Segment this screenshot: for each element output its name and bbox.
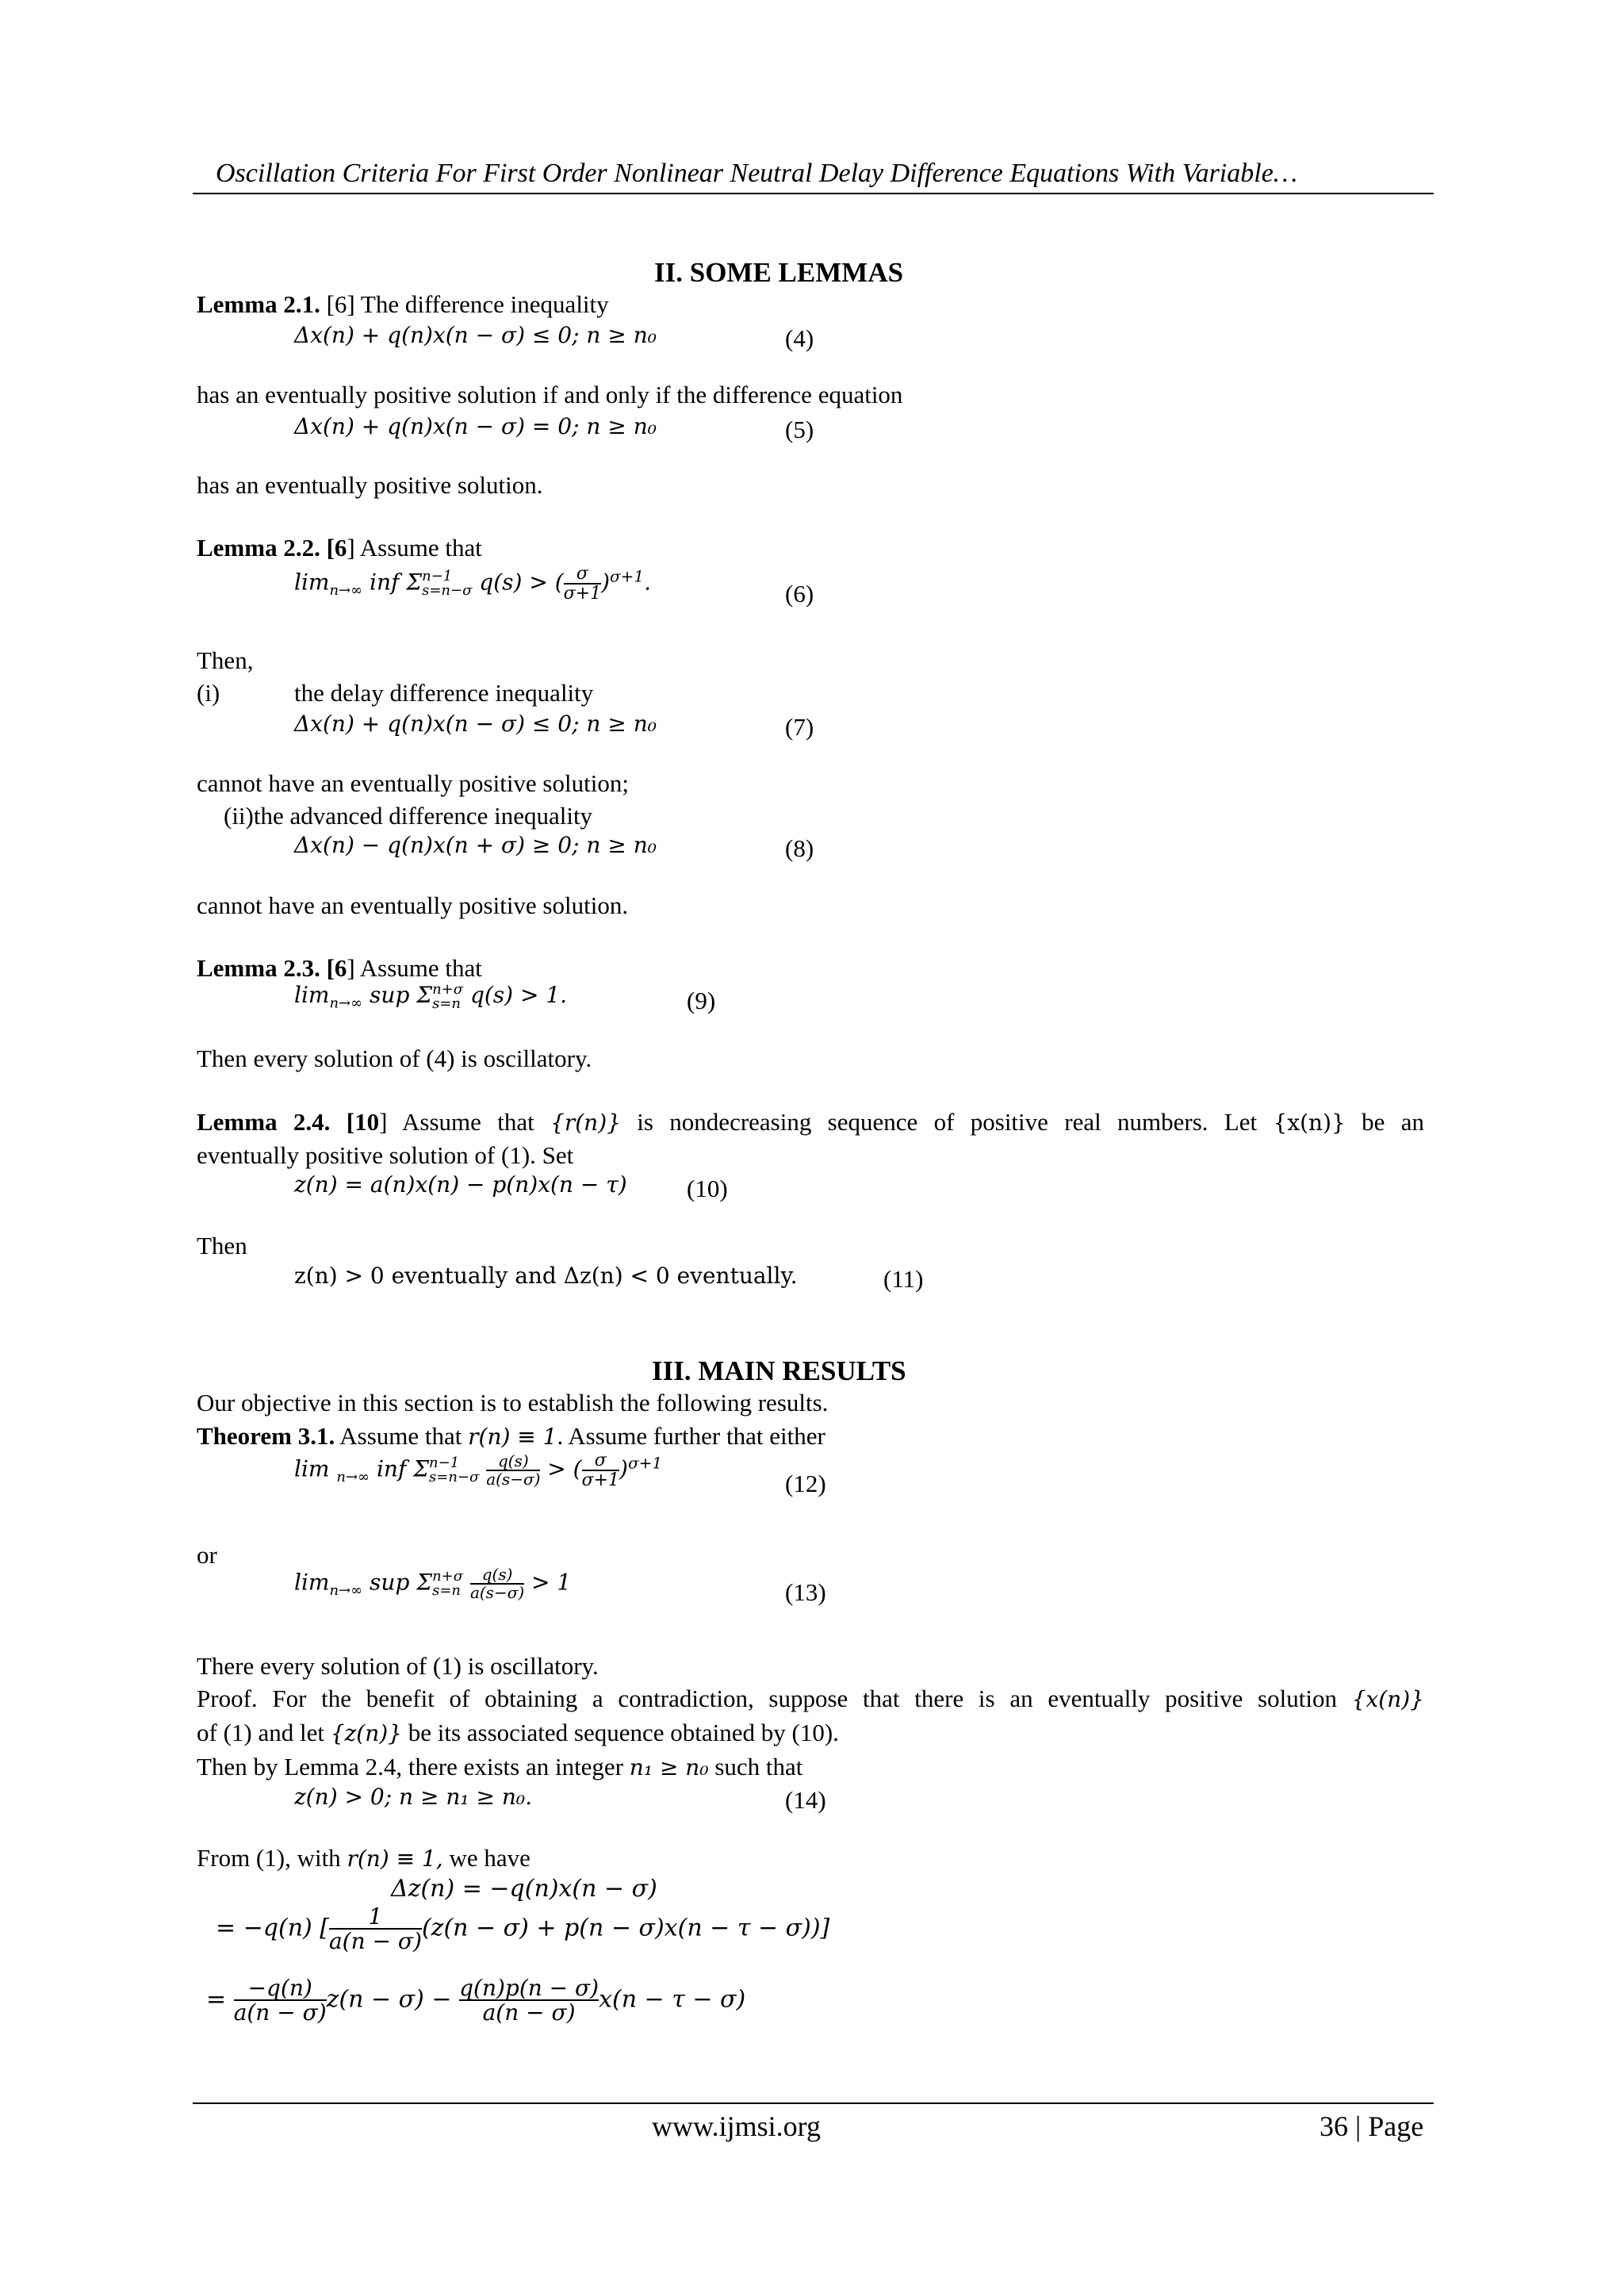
- lemma-label: Lemma 2.4. [10: [197, 1108, 380, 1136]
- sum-lower: s=n−σ: [429, 1469, 480, 1486]
- lemma-text: ] Assume that: [347, 954, 482, 982]
- equation-11: z(n) > 0 eventually and Δz(n) < 0 eventually.: [294, 1263, 798, 1289]
- lemma-text: be an: [1345, 1108, 1425, 1136]
- exponent: σ+1: [627, 1453, 663, 1473]
- exponent: σ+1: [610, 566, 645, 586]
- proof-line-4: [197, 1842, 530, 1875]
- inf-sum: inf Σ: [376, 1455, 430, 1482]
- equation-8: Δx(n) − q(n)x(n + σ) ≥ 0; n ≥ n₀: [294, 832, 657, 858]
- greater-than: > (: [540, 1455, 582, 1482]
- x-sequence: {x(n)}: [1351, 1686, 1424, 1712]
- equation-number-12: (12): [785, 1470, 826, 1497]
- lim: lim: [294, 1455, 330, 1482]
- proof-line-2: [197, 1716, 839, 1750]
- equation-14: z(n) > 0; n ≥ n₁ ≥ n₀.: [294, 1784, 533, 1810]
- paragraph-text: or: [197, 1541, 217, 1569]
- r-sequence: {r(n)}: [550, 1110, 621, 1136]
- lim-sub: n→∞: [336, 1469, 370, 1486]
- equation-12: [294, 1451, 662, 1489]
- section-title-lemmas: II. SOME LEMMAS: [654, 257, 904, 288]
- sum-lower: s=n: [432, 1582, 461, 1599]
- derivation-line-3: [206, 1976, 745, 2025]
- frac-top: 1: [368, 1903, 383, 1930]
- proof-line-3: [197, 1750, 802, 1784]
- bracket-body: (z(n − σ) + p(n − σ)x(n − τ − σ))]: [421, 1914, 830, 1942]
- paragraph-text: Then every solution of (4) is oscillatory.: [197, 1045, 592, 1072]
- paragraph-text: Then: [197, 1232, 247, 1259]
- q-term: q(s) > 1.: [469, 982, 568, 1008]
- bracket-open: = −q(n) [: [216, 1914, 329, 1942]
- frac-bottom: σ+1: [563, 584, 602, 604]
- footer-site: www.ijmsi.org: [652, 2110, 822, 2142]
- sup-sum: sup Σ: [370, 1569, 433, 1596]
- period: .: [644, 569, 652, 596]
- equation-7: Δx(n) + q(n)x(n − σ) ≤ 0; n ≥ n₀: [294, 711, 657, 737]
- inf-sum: inf Σ: [370, 569, 423, 596]
- lim-sub: n→∞: [329, 995, 363, 1012]
- paren-close: ): [601, 569, 611, 596]
- equation-number-5: (5): [785, 416, 814, 443]
- section-title-main-results: III. MAIN RESULTS: [652, 1355, 906, 1386]
- equation-13: [294, 1566, 571, 1601]
- running-header: Oscillation Criteria For First Order Nonlinear Neutral Delay Difference Equations With Variable…: [216, 159, 1298, 188]
- frac-top: −q(n): [247, 1975, 312, 2001]
- theorem-text: Assume that: [335, 1422, 469, 1450]
- proof-text: Proof. For the benefit of obtaining a contradiction, suppose that there is an eventually positive solution: [197, 1685, 1352, 1712]
- equation-number-6: (6): [785, 580, 814, 608]
- equation-number-9: (9): [687, 987, 716, 1014]
- lemma-2-4: [197, 1106, 1424, 1139]
- paren-close: ): [619, 1455, 628, 1482]
- sum-upper: n−1: [429, 1455, 460, 1472]
- paragraph-text: has an eventually positive solution.: [197, 471, 543, 499]
- x-sequence: {x(n)}: [1273, 1110, 1346, 1136]
- lemma-text: ] Assume that: [347, 534, 482, 562]
- equation-number-8: (8): [785, 834, 814, 862]
- equation-number-14: (14): [785, 1786, 826, 1814]
- lemma-label: Lemma 2.2. [6: [197, 534, 347, 562]
- theorem-text: . Assume further that either: [557, 1422, 825, 1450]
- z-sequence: {z(n)}: [330, 1720, 402, 1746]
- paragraph-text: There every solution of (1) is oscillatory.: [197, 1652, 599, 1680]
- sum-lower: s=n: [432, 995, 461, 1012]
- lim: lim: [294, 1569, 330, 1596]
- header-rule: [193, 193, 1434, 194]
- frac-top: q(s): [481, 1565, 513, 1584]
- sup-sum: sup Σ: [370, 982, 433, 1008]
- equation-number-4: (4): [785, 324, 814, 352]
- item-label-i: (i): [197, 679, 220, 707]
- derivation-line-2: [216, 1905, 829, 1953]
- lemma-text: [6] The difference inequality: [320, 290, 609, 318]
- q-term: q(s) > (: [479, 569, 564, 596]
- lemma-text: is nondecreasing sequence of positive real numbers. Let: [620, 1108, 1274, 1136]
- lemma-text: ] Assume that: [379, 1108, 551, 1136]
- r-identity: r(n) ≡ 1: [468, 1424, 557, 1450]
- item-text-i: the delay difference inequality: [294, 679, 594, 707]
- lemma-label: Lemma 2.3. [6: [197, 954, 347, 982]
- equation-4: Δx(n) + q(n)x(n − σ) ≤ 0; n ≥ n₀: [294, 322, 657, 348]
- lemma-2-1: [197, 288, 609, 321]
- sum-upper: n+σ: [432, 980, 464, 998]
- frac-bottom: σ+1: [581, 1470, 620, 1491]
- lemma-label: Lemma 2.1.: [197, 290, 320, 318]
- theorem-label: Theorem 3.1.: [197, 1422, 335, 1450]
- lim: lim: [294, 569, 330, 596]
- equation-10: z(n) = a(n)x(n) − p(n)x(n − τ): [294, 1171, 627, 1198]
- paragraph-text: cannot have an eventually positive solution.: [197, 891, 629, 919]
- frac-top: σ: [576, 564, 588, 584]
- paragraph-text: Then,: [197, 646, 254, 674]
- equation-5: Δx(n) + q(n)x(n − σ) = 0; n ≥ n₀: [294, 413, 657, 439]
- proof-text: Then by Lemma 2.4, there exists an integer: [197, 1753, 630, 1780]
- equation-9: [294, 980, 567, 1014]
- frac-top: σ: [594, 1451, 607, 1470]
- lim: lim: [294, 982, 330, 1008]
- middle-term: z(n − σ) −: [326, 1985, 452, 2014]
- equation-number-10: (10): [687, 1175, 728, 1202]
- frac-bottom: a(n − σ): [233, 1999, 327, 2026]
- equation-number-7: (7): [785, 713, 814, 741]
- sum-upper: n−1: [422, 568, 453, 585]
- frac-bottom: a(n − σ): [459, 1999, 599, 2024]
- frac-bottom: a(s−σ): [486, 1470, 541, 1489]
- footer-page-number: 36 | Page: [1320, 2110, 1424, 2142]
- frac-top: q(n)p(n − σ): [459, 1975, 599, 2001]
- frac-top: q(s): [497, 1451, 529, 1471]
- paragraph-text: cannot have an eventually positive solution;: [197, 769, 629, 797]
- equation-number-13: (13): [785, 1578, 826, 1606]
- lim-sub: n→∞: [329, 1582, 363, 1600]
- sum-lower: s=n−σ: [422, 582, 473, 600]
- proof-text: be its associated sequence obtained by (10).: [401, 1719, 839, 1746]
- proof-line-1: [197, 1682, 1424, 1715]
- frac-bottom: a(s−σ): [469, 1583, 525, 1602]
- paragraph-text: eventually positive solution of (1). Set: [197, 1141, 574, 1169]
- frac-bottom: a(n − σ): [328, 1928, 422, 1955]
- proof-text: From (1), with: [197, 1844, 347, 1872]
- item-text-ii: (ii)the advanced difference inequality: [224, 802, 593, 830]
- proof-text: of (1) and let: [197, 1719, 331, 1746]
- theorem-3-1: [197, 1420, 825, 1453]
- r-identity: r(n) ≡ 1,: [347, 1846, 443, 1872]
- paragraph-text: Our objective in this section is to establish the following results.: [197, 1389, 829, 1416]
- footer-rule: [193, 2102, 1434, 2104]
- proof-text: we have: [442, 1844, 530, 1872]
- paragraph-text: has an eventually positive solution if and only if the difference equation: [197, 381, 903, 408]
- proof-text: such that: [708, 1753, 803, 1780]
- equals: =: [206, 1985, 227, 2014]
- equation-number-11: (11): [883, 1265, 924, 1293]
- end-term: x(n − τ − σ): [599, 1985, 746, 2014]
- lemma-2-2: [197, 531, 482, 565]
- n1-condition: n₁ ≥ n₀: [629, 1754, 709, 1780]
- greater-than-one: > 1: [524, 1569, 572, 1596]
- lim-sub: n→∞: [329, 582, 363, 600]
- sum-upper: n+σ: [432, 1568, 464, 1585]
- equation-6: [294, 565, 651, 603]
- derivation-line-1: Δz(n) = −q(n)x(n − σ): [391, 1875, 657, 1903]
